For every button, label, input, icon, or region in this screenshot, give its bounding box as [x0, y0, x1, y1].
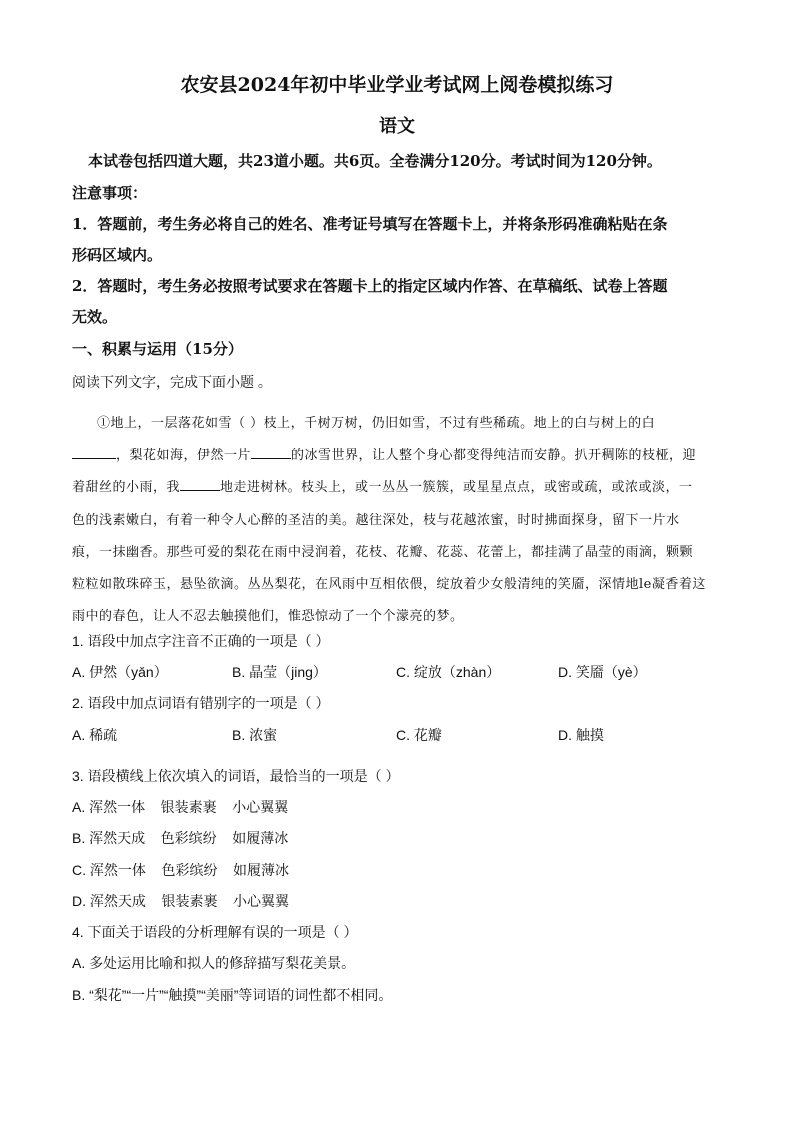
passage-text: 地走进树林。枝头上，或一丛丛一簇簇，或星星点点，或密或疏，或浓或淡，一 — [220, 480, 693, 495]
option-d[interactable]: D. 浑然天成 银装素裹 小心翼翼 — [72, 893, 290, 909]
passage-line-2 — [72, 444, 696, 463]
question-stem: 3. 语段横线上依次填入的词语，最恰当的一项是（ ） — [72, 768, 400, 784]
passage-line-1: ①地上，一层落花如雪（ ）枝上，千树万树，仍旧如雪，不过有些稀疏。地上的白与树上的白 — [97, 416, 656, 431]
option-b[interactable]: B. 晶莹（jing） — [232, 664, 327, 680]
option-b[interactable]: B. 浑然天成 色彩缤纷 如履薄冰 — [72, 830, 289, 846]
note-1-line-1: 1．答题前，考生务必将自己的姓名、准考证号填写在答题卡上，并将条形码准确粘贴在条 — [72, 215, 668, 233]
passage-line-5: 痕，一抹幽香。那些可爱的梨花在雨中浸润着，花枝、花瓣、花蕊、花蕾上，都挂满了晶莹的雨滴，颗颗 — [72, 545, 694, 560]
passage-text: ，梨花如海，伊然一片 — [116, 448, 252, 463]
section-1-heading: 一、积累与运用（15分） — [72, 340, 243, 358]
question-stem: 2. 语段中加点词语有错别字的一项是（ ） — [72, 695, 330, 711]
option-a[interactable]: A. 伊然（yǎn） — [72, 664, 168, 680]
option-b[interactable]: B. 浓蜜 — [232, 727, 278, 743]
question-stem: 1. 语段中加点字注音不正确的一项是（ ） — [72, 633, 330, 649]
option-d[interactable]: D. 触摸 — [558, 727, 604, 743]
passage-line-3 — [72, 476, 693, 495]
option-a[interactable]: A. 浑然一体 银装素裹 小心翼翼 — [72, 799, 289, 815]
option-a[interactable]: A. 稀疏 — [72, 727, 118, 743]
note-2-line-1: 2．答题时，考生务必按照考试要求在答题卡上的指定区域内作答、在草稿纸、试卷上答题 — [72, 277, 668, 295]
passage-text: 的冰雪世界，让人整个身心都变得纯洁而安静。扒开稠陈的枝桠，迎 — [291, 448, 697, 463]
passage-text: 着甜丝的小雨，我 — [72, 480, 181, 495]
option-b[interactable]: B. “梨花”“一片”“触摸”“美丽”等词语的词性都不相同。 — [72, 987, 393, 1003]
section-1-instruction: 阅读下列文字，完成下面小题 。 — [72, 374, 272, 390]
subject-title: 语文 — [379, 116, 415, 137]
exam-title: 农安县2024年初中毕业学业考试网上阅卷模拟练习 — [180, 74, 614, 96]
option-a[interactable]: A. 多处运用比喻和拟人的修辞描写梨花美景。 — [72, 955, 356, 971]
fill-blank-1[interactable] — [72, 446, 116, 459]
option-c[interactable]: C. 花瓣 — [396, 727, 442, 743]
fill-blank-3[interactable] — [180, 478, 220, 491]
fill-blank-2[interactable] — [251, 446, 291, 459]
note-2-line-2: 无效。 — [72, 308, 118, 326]
passage-line-4: 色的浅素嫩白，有着一种令人心醉的圣洁的美。越往深处，枝与花越浓蜜，时时拂面探身，留下一片水 — [72, 513, 680, 528]
notes-heading: 注意事项： — [72, 184, 148, 202]
passage-line-7: 雨中的春色，让人不忍去触摸他们，惟恐惊动了一个个濛亮的梦。 — [72, 609, 464, 624]
note-1-line-2: 形码区域内。 — [72, 246, 163, 264]
option-d[interactable]: D. 笑靥（yè） — [558, 664, 647, 680]
question-stem: 4. 下面关于语段的分析理解有误的一项是（ ） — [72, 924, 358, 940]
passage-line-6: 粒粒如散珠碎玉，悬坠欲滴。丛丛梨花，在风雨中互相依偎，绽放着少女般清纯的笑靥，深情地le凝香着这 — [72, 577, 706, 592]
exam-summary: 本试卷包括四道大题，共23道小题。共6页。全卷满分120分。考试时间为120分钟。 — [88, 152, 662, 170]
option-c[interactable]: C. 浑然一体 色彩缤纷 如履薄冰 — [72, 862, 290, 878]
option-c[interactable]: C. 绽放（zhàn） — [396, 664, 501, 680]
